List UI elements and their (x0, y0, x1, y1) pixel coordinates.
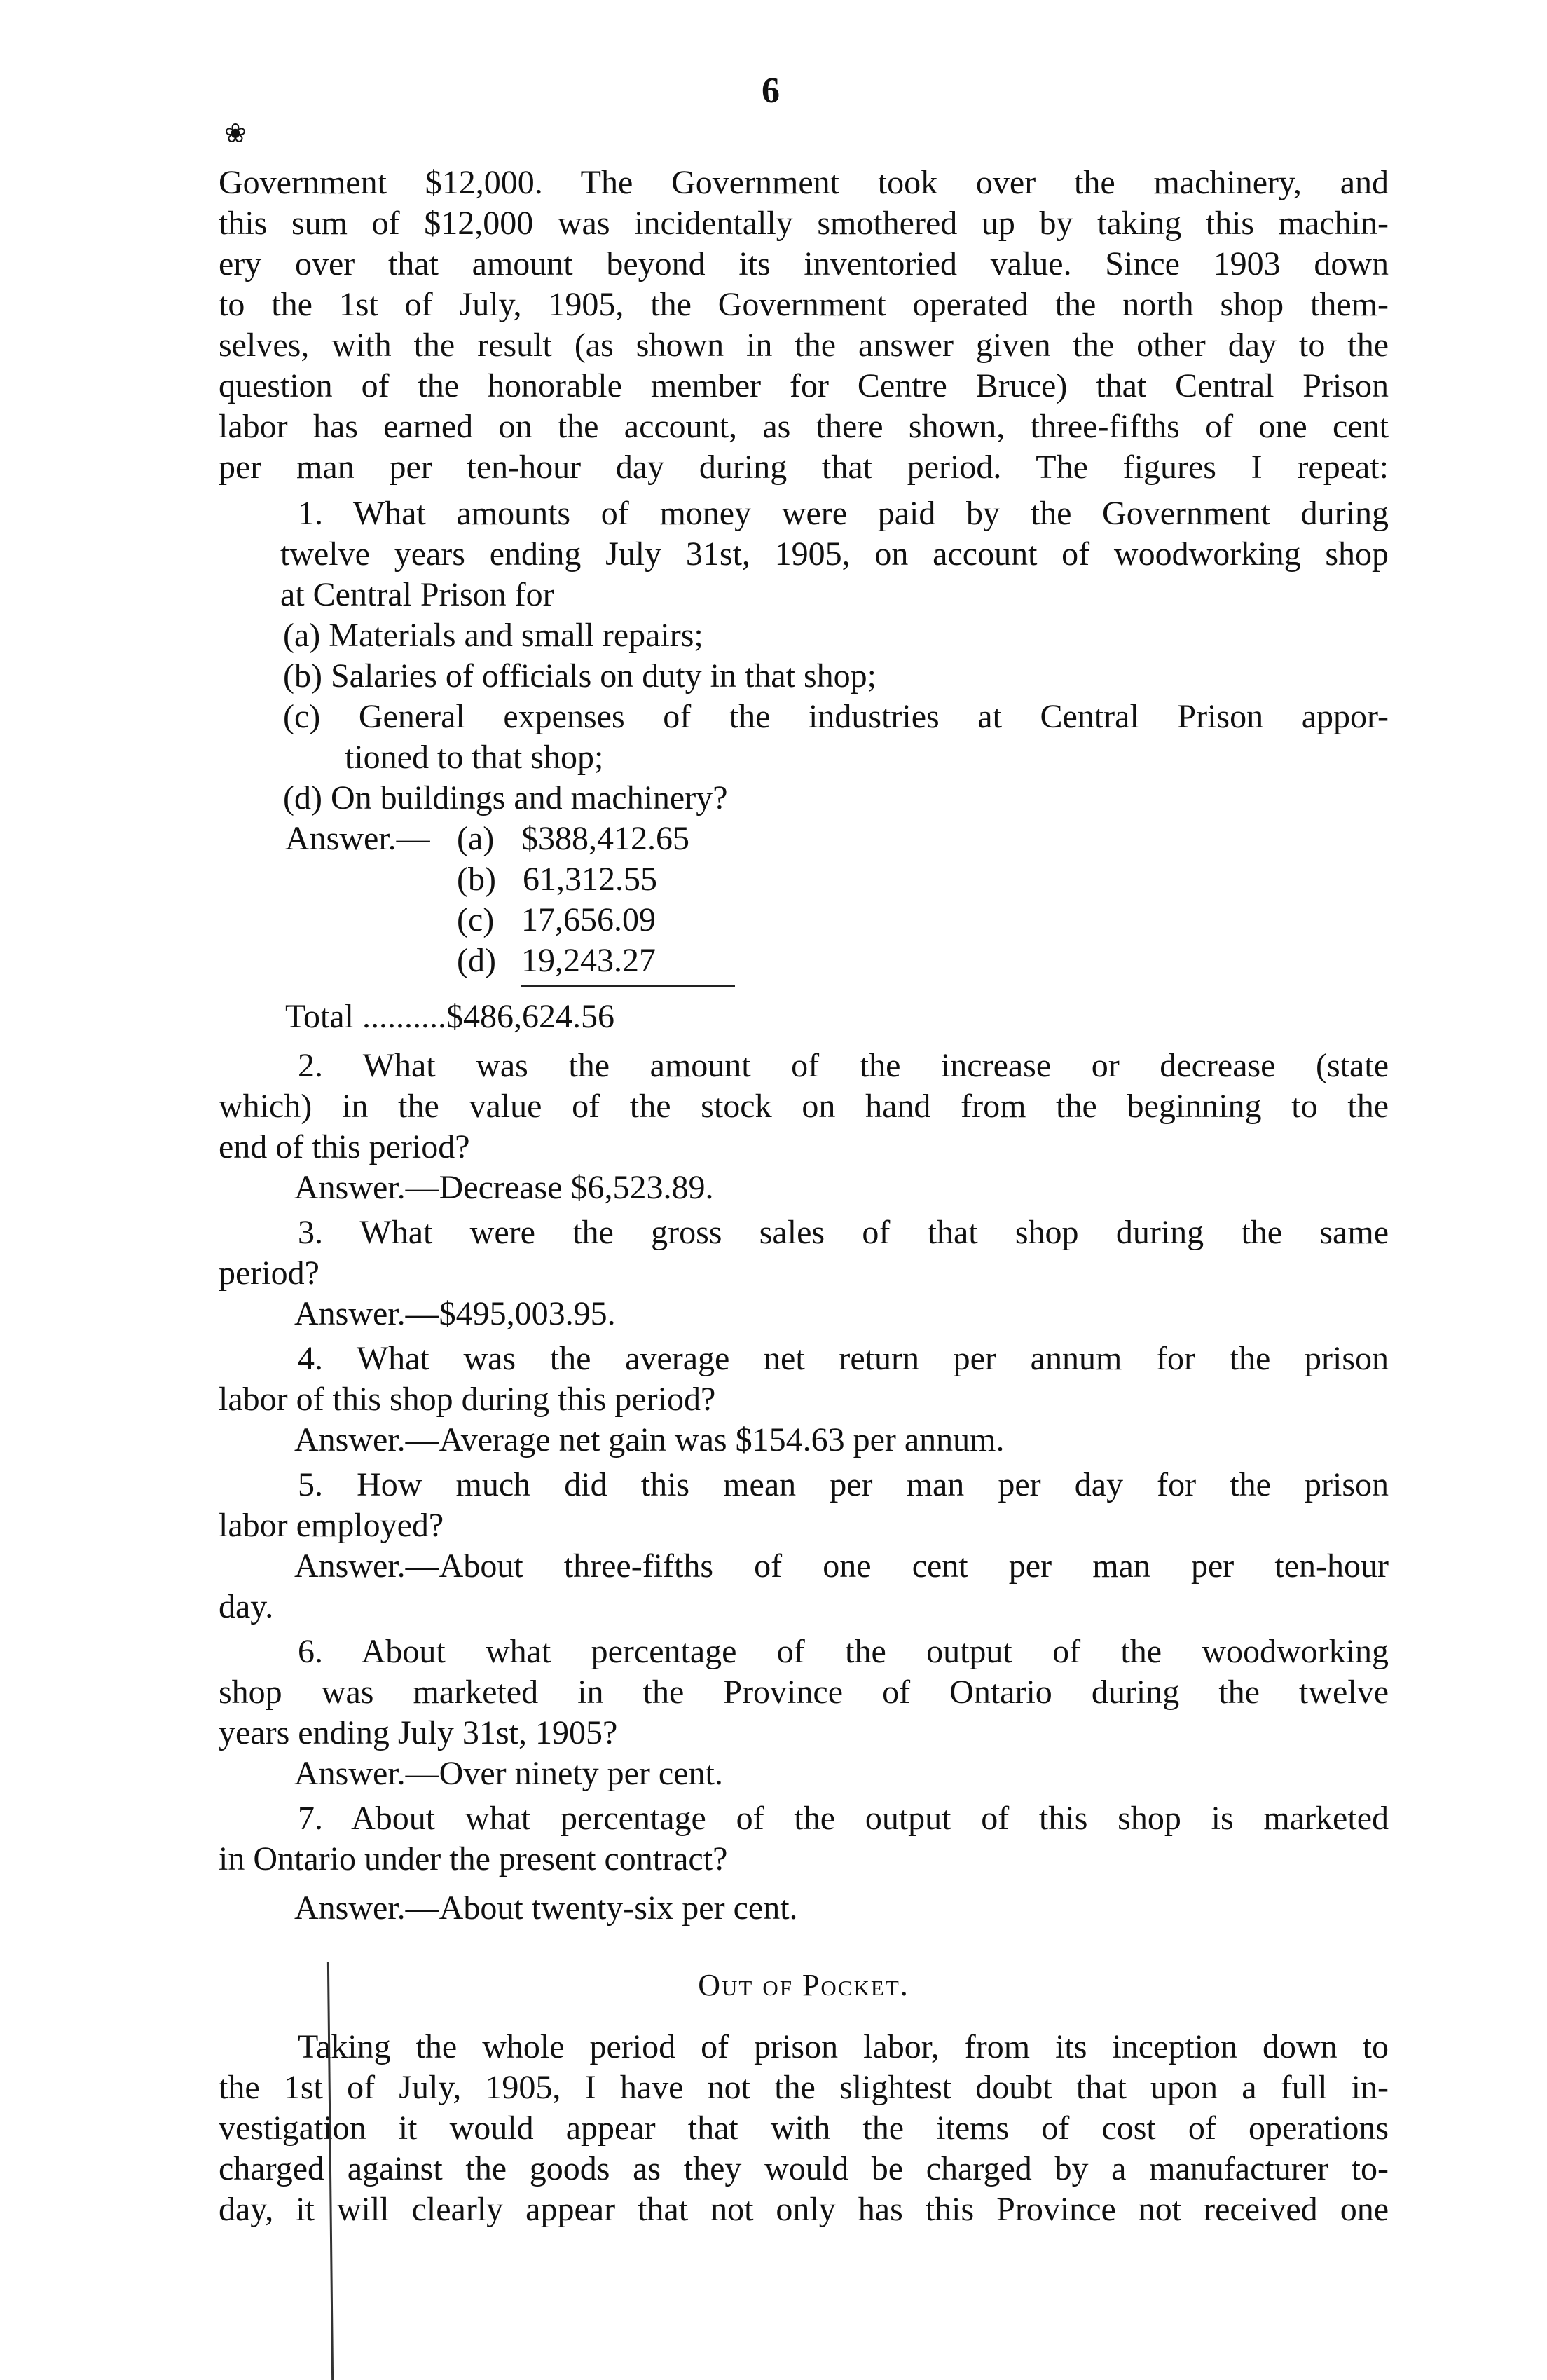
text-line: selves, with the result (as shown in the answer given the other day to the (219, 327, 1389, 364)
text-line: twelve years ending July 31st, 1905, on account of woodworking shop (280, 535, 1389, 573)
question-6 (219, 1632, 1389, 1794)
stray-mark-icon: ❀ (224, 119, 247, 149)
answer-key: (b) (457, 861, 496, 898)
total-rule (521, 985, 735, 987)
text-line: to the 1st of July, 1905, the Government operated the north shop them- (219, 286, 1389, 323)
sub-item: (a) Materials and small repairs; (283, 617, 703, 654)
answer-line: Answer.—$495,003.95. (294, 1295, 616, 1332)
answer-line: Answer.—About twenty-six per cent. (294, 1889, 798, 1927)
answer-line: Answer.—Average net gain was $154.63 per annum. (294, 1421, 1005, 1458)
text-line: ery over that amount beyond its inventoried value. Since 1903 down (219, 245, 1389, 282)
answer-line: Answer.—About three-fifths of one cent per man per ten-hour (294, 1547, 1389, 1585)
page-number: 6 (762, 71, 780, 111)
answer-value: 17,656.09 (521, 901, 656, 938)
text-line: charged against the goods as they would be charged by a manufacturer to- (219, 2150, 1389, 2187)
text-line: 1. What amounts of money were paid by the Government during (298, 495, 1389, 532)
text-line: 7. About what percentage of the output of this shop is marketed (298, 1800, 1389, 1837)
answer-line: Answer.—Over ninety per cent. (294, 1755, 723, 1792)
text-line: end of this period? (219, 1128, 470, 1165)
answer-row (219, 859, 1389, 900)
text-line: 6. About what percentage of the output of the woodworking (298, 1633, 1389, 1670)
answer-value: 19,243.27 (521, 942, 656, 979)
answer-line: Answer.—Decrease $6,523.89. (294, 1169, 714, 1206)
question-2 (219, 1046, 1389, 1208)
sub-item: (c) General expenses of the industries at Central Prison appor- (283, 698, 1389, 735)
answer-row (219, 900, 1389, 941)
text-line: 5. How much did this mean per man per day for the prison (298, 1466, 1389, 1503)
text-line: this sum of $12,000 was incidentally smothered up by taking this machin- (219, 205, 1389, 242)
text-line: in Ontario under the present contract? (219, 1840, 728, 1878)
answer-value: 61,312.55 (523, 861, 657, 898)
final-paragraph (219, 2027, 1389, 2230)
text-line: day, it will clearly appear that not only has this Province not received one (219, 2191, 1389, 2228)
section-heading: Out of Pocket. (698, 1968, 909, 2002)
answer-label: Answer.— (285, 820, 430, 857)
text-line: labor has earned on the account, as there shown, three-fifths of one cent (219, 408, 1389, 445)
text-line: labor of this shop during this period? (219, 1381, 716, 1418)
question-3 (219, 1212, 1389, 1334)
answer-row (219, 941, 1389, 981)
text-line: shop was marketed in the Province of Ontario during the twelve (219, 1674, 1389, 1711)
text-line: Government $12,000. The Government took over the machinery, and (219, 164, 1389, 201)
answer-key: (d) (457, 942, 496, 979)
sub-item: tioned to that shop; (345, 739, 604, 776)
text-line: vestigation it would appear that with the items of cost of operations (219, 2109, 1389, 2147)
text-line: 4. What was the average net return per annum for the prison (298, 1340, 1389, 1377)
text-line: 2. What was the amount of the increase or decrease (state (298, 1047, 1389, 1084)
text-line: Taking the whole period of prison labor, from its inception down to (298, 2028, 1389, 2065)
question-7 (219, 1798, 1389, 1929)
total-line: Total ..........$486,624.56 (285, 998, 614, 1035)
text-line: which) in the value of the stock on hand from the beginning to the (219, 1088, 1389, 1125)
answer-key: (c) (457, 901, 495, 938)
text-line: at Central Prison for (280, 576, 554, 613)
answer-value: $388,412.65 (521, 820, 689, 857)
intro-paragraph (219, 163, 1389, 488)
body-text (219, 163, 1389, 2230)
sub-item: (d) On buildings and machinery? (283, 779, 728, 816)
answer-line: day. (219, 1588, 274, 1625)
answer-row (219, 819, 1389, 859)
text-line: labor employed? (219, 1507, 444, 1544)
text-line: 3. What were the gross sales of that shop during the same (298, 1214, 1389, 1251)
text-line: period? (219, 1254, 319, 1292)
text-line: per man per ten-hour day during that period. The figures I repeat: (219, 449, 1389, 486)
question-1 (219, 493, 1389, 1037)
text-line: the 1st of July, 1905, I have not the slightest doubt that upon a full in- (219, 2069, 1389, 2106)
question-5 (219, 1465, 1389, 1627)
text-line: question of the honorable member for Centre Bruce) that Central Prison (219, 367, 1389, 404)
sub-item: (b) Salaries of officials on duty in that shop; (283, 657, 876, 695)
answer-key: (a) (457, 820, 495, 857)
text-line: years ending July 31st, 1905? (219, 1714, 618, 1751)
question-4 (219, 1339, 1389, 1461)
